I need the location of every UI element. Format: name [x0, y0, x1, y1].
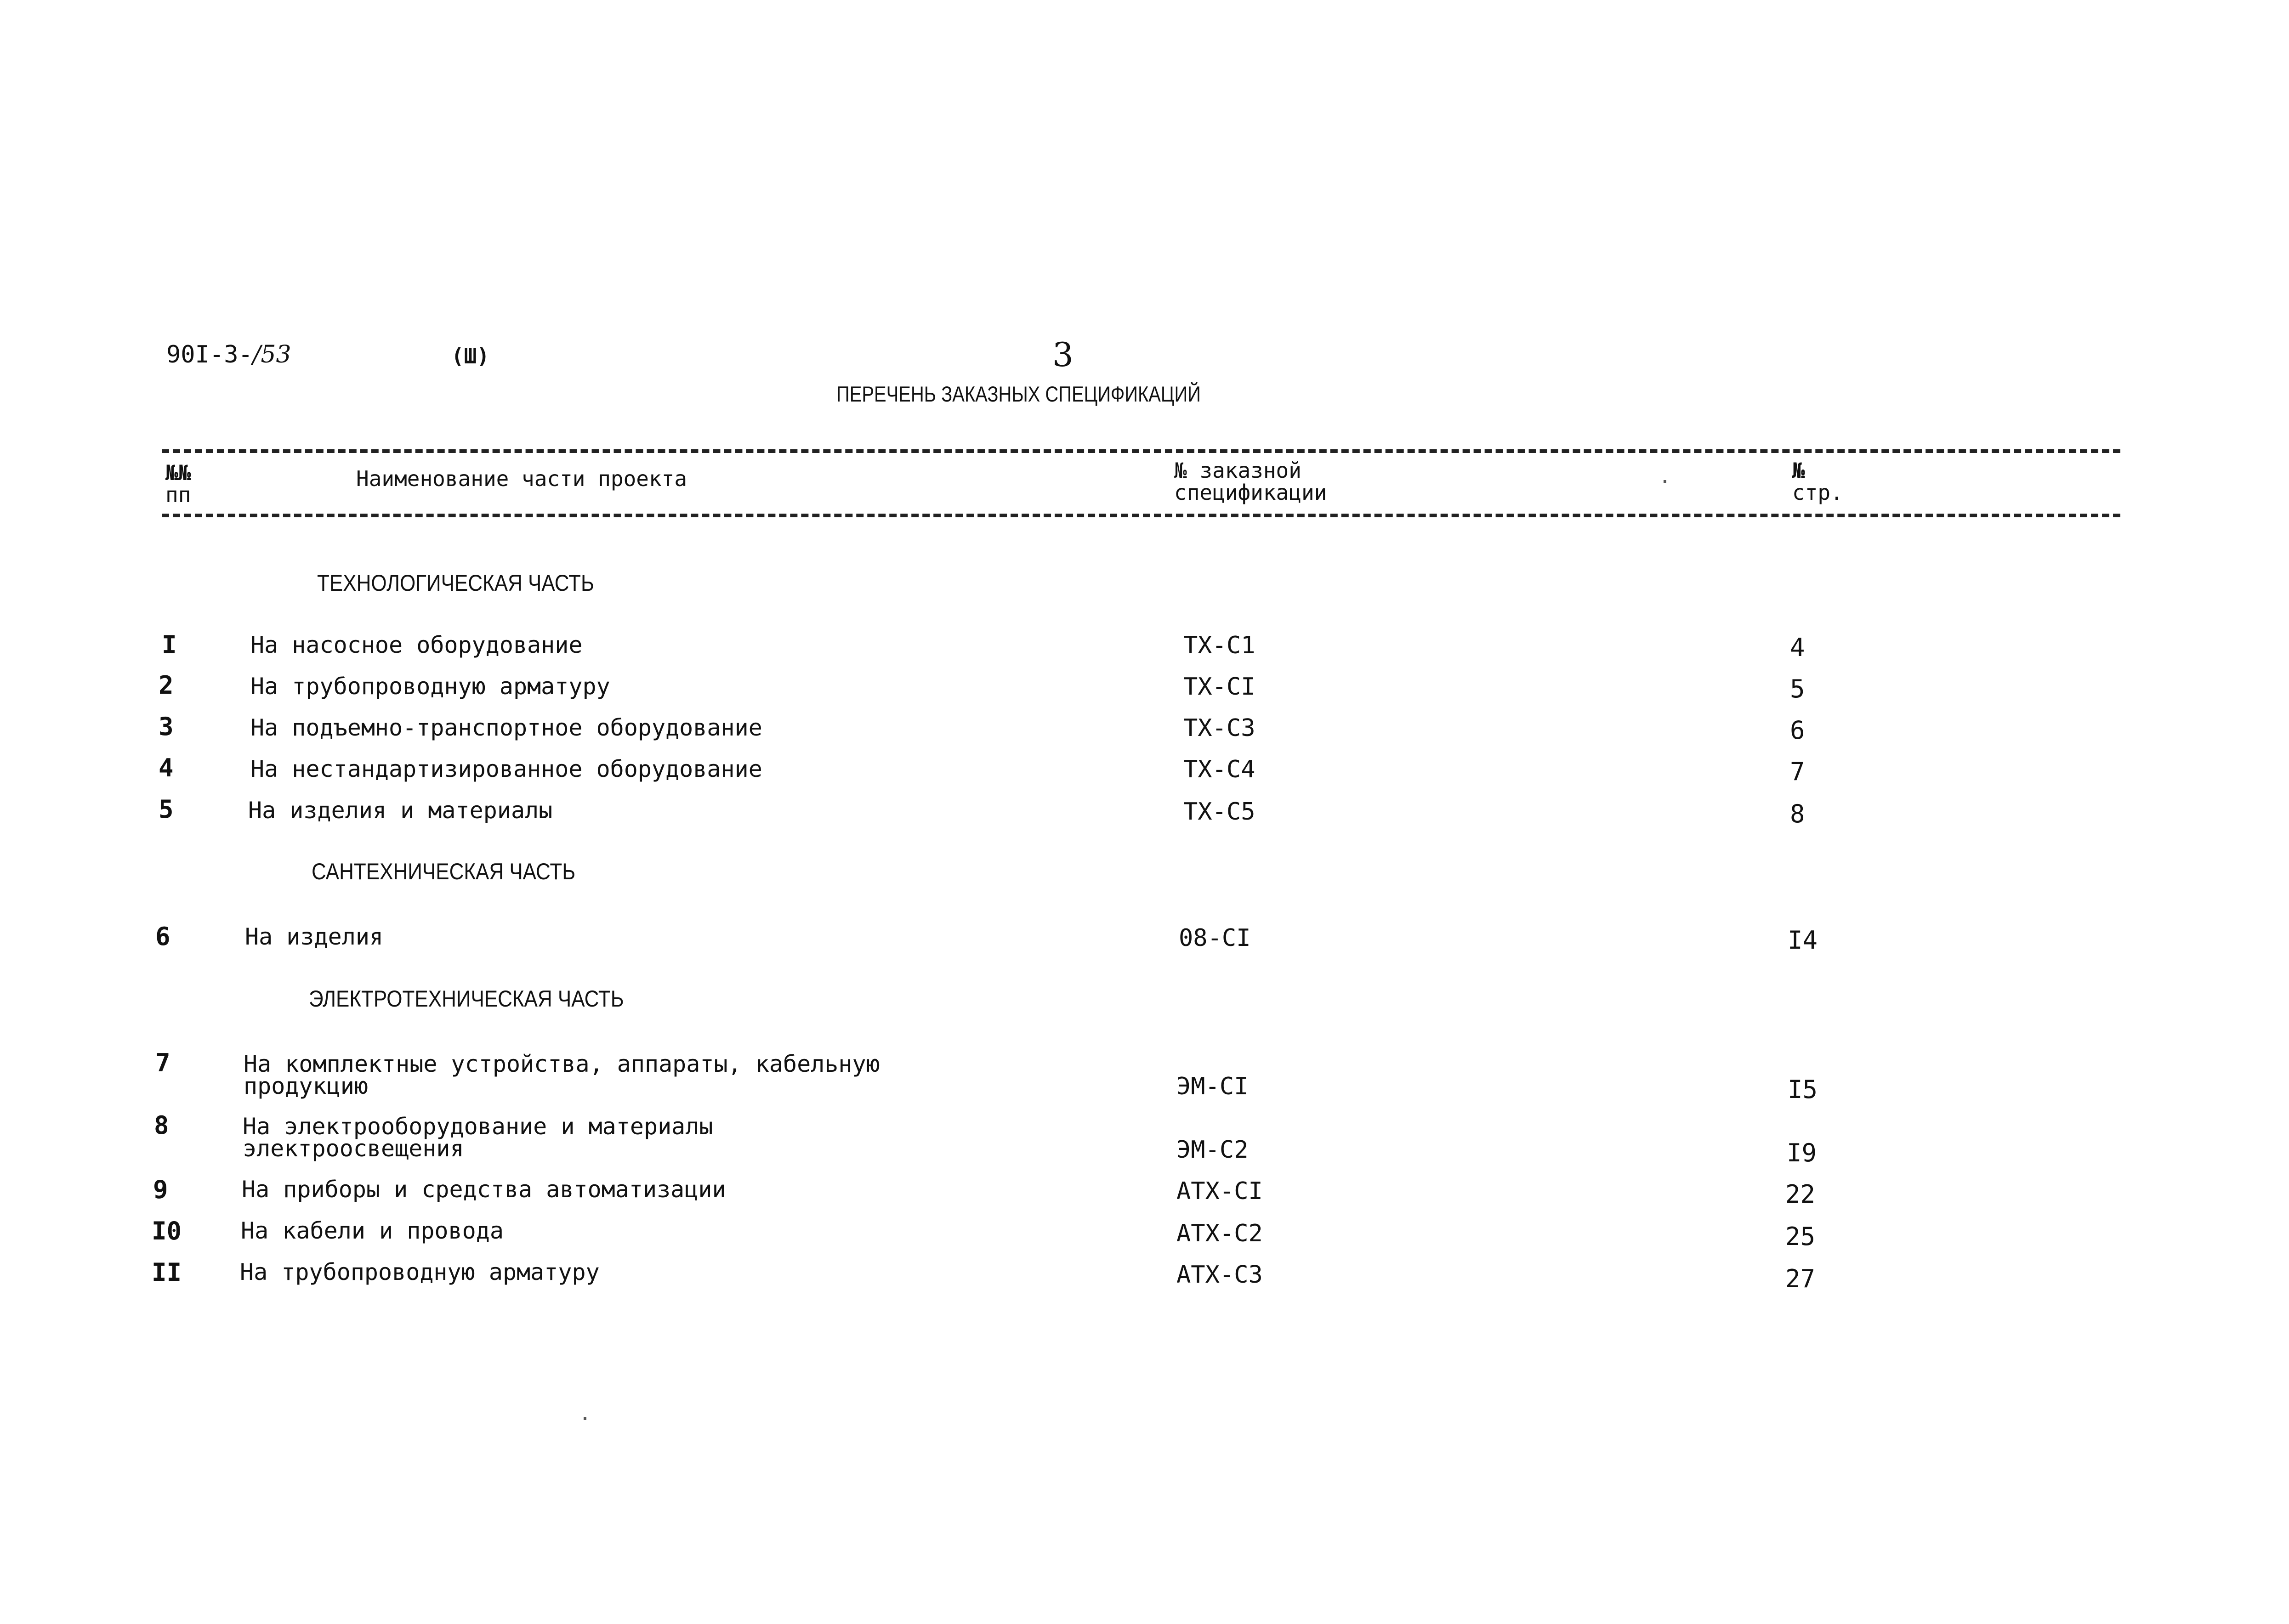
- row-page: 8: [1790, 799, 1805, 828]
- row-name: На подъемно-транспортное оборудование: [250, 714, 762, 741]
- scan-speck: [584, 1417, 586, 1420]
- row-name: На изделия: [245, 923, 384, 950]
- row-spec: ТХ-С4: [1183, 756, 1255, 783]
- row-page: 5: [1790, 674, 1805, 703]
- row-name: На приборы и средства автоматизации: [242, 1176, 726, 1203]
- row-number: II: [152, 1258, 182, 1287]
- row-page: I5: [1788, 1075, 1818, 1104]
- row-page: 4: [1790, 633, 1805, 662]
- col-header-number: [165, 462, 191, 506]
- col-header-spec: [1174, 459, 1327, 504]
- row-name: На нестандартизированное оборудование: [250, 756, 762, 782]
- col-header-page: [1792, 459, 1843, 504]
- col-header-name: Наименование части проекта: [356, 466, 687, 491]
- row-name-line1: На электрооборудование и материалы: [243, 1113, 713, 1140]
- row-name-line2: электроосвещения: [243, 1135, 464, 1162]
- table-top-rule: [162, 449, 2120, 453]
- row-spec: ТХ-С1: [1183, 632, 1255, 659]
- document-code: [166, 341, 291, 368]
- row-page: 22: [1785, 1180, 1816, 1209]
- row-number: I: [162, 630, 177, 659]
- row-number: I0: [152, 1217, 182, 1245]
- table-header-rule: [162, 514, 2120, 517]
- scan-speck: [1664, 480, 1666, 483]
- col-header-spec-line2: спецификации: [1174, 480, 1327, 505]
- row-spec: АТХ-С2: [1176, 1220, 1263, 1247]
- row-spec: АТХ-СI: [1176, 1177, 1263, 1205]
- row-page: 25: [1785, 1222, 1816, 1251]
- row-page: 7: [1790, 757, 1805, 786]
- row-spec: 08-СI: [1179, 924, 1251, 952]
- row-page: I9: [1787, 1138, 1817, 1167]
- row-name: На трубопроводную арматуру: [250, 673, 610, 700]
- section-title-sanitary: САНТЕХНИЧЕСКАЯ ЧАСТЬ: [312, 859, 576, 884]
- row-name: На изделия и материалы: [248, 797, 553, 824]
- col-header-page-line1: №: [1792, 458, 1805, 483]
- row-number: 5: [159, 795, 174, 824]
- row-page: I4: [1788, 926, 1818, 955]
- document-code-printed: 90I-3-: [166, 341, 253, 368]
- row-spec: ЭМ-С2: [1176, 1136, 1249, 1164]
- page-number: 3: [1052, 335, 1074, 374]
- row-number: 3: [159, 712, 174, 741]
- row-spec: ТХ-С5: [1183, 798, 1255, 826]
- row-number: 6: [155, 922, 170, 951]
- col-header-number-line2: пп: [165, 482, 191, 507]
- section-title-technological: ТЕХНОЛОГИЧЕСКАЯ ЧАСТЬ: [317, 570, 594, 596]
- col-header-number-line1: №№: [165, 460, 191, 485]
- row-name: На кабели и провода: [241, 1217, 504, 1244]
- document-code-handwritten: /53: [252, 341, 291, 368]
- row-spec: ЭМ-СI: [1176, 1073, 1249, 1100]
- row-spec: ТХ-СI: [1183, 673, 1255, 701]
- row-name: На насосное оборудование: [250, 632, 583, 658]
- row-name-line2: продукцию: [244, 1073, 368, 1099]
- row-name-line1: На комплектные устройства, аппараты, кабельную: [244, 1051, 880, 1077]
- volume-label: (Ш): [451, 344, 490, 368]
- section-title-electrical: ЭЛЕКТРОТЕХНИЧЕСКАЯ ЧАСТЬ: [309, 986, 624, 1012]
- row-number: 8: [154, 1111, 169, 1140]
- row-page: 6: [1790, 716, 1805, 745]
- row-number: 7: [155, 1048, 170, 1077]
- row-number: 4: [159, 753, 174, 782]
- col-header-page-line2: стр.: [1792, 480, 1843, 505]
- row-name: [244, 1053, 880, 1097]
- row-name: [243, 1115, 713, 1160]
- col-header-spec-line1: № заказной: [1174, 458, 1301, 483]
- row-spec: ТХ-С3: [1183, 714, 1255, 742]
- row-spec: АТХ-С3: [1176, 1261, 1263, 1289]
- row-number: 2: [159, 671, 174, 700]
- row-name: На трубопроводную арматуру: [240, 1259, 600, 1285]
- row-page: 27: [1785, 1264, 1816, 1293]
- row-number: 9: [153, 1175, 168, 1204]
- page-title: ПЕРЕЧЕНЬ ЗАКАЗНЫХ СПЕЦИФИКАЦИЙ: [836, 382, 1201, 406]
